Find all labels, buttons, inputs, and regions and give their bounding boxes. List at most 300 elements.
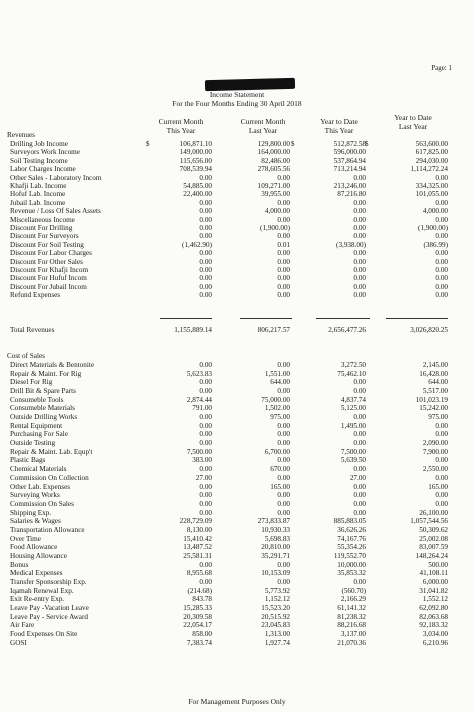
cost-row bbox=[0, 430, 474, 438]
row-label: Outside Testing bbox=[10, 439, 56, 448]
cell-v2: 0.00 bbox=[277, 439, 290, 448]
revenue-row bbox=[0, 232, 474, 240]
cell-v3: 0.00 bbox=[353, 282, 366, 291]
cell-v4: 0.00 bbox=[435, 215, 448, 224]
cell-v2: 23,045.83 bbox=[261, 621, 290, 630]
cell-v4: 500.00 bbox=[428, 560, 448, 569]
cell-v2: 0.00 bbox=[277, 491, 290, 500]
cell-v3: (3,938.00) bbox=[336, 240, 366, 249]
revenue-row bbox=[0, 190, 474, 198]
cost-row bbox=[0, 569, 474, 577]
cell-v1: 708,539.94 bbox=[179, 165, 212, 174]
cell-v1: 22,400.00 bbox=[183, 190, 212, 199]
cell-v1: 0.00 bbox=[199, 482, 212, 491]
row-label: Food Allowance bbox=[10, 543, 58, 552]
cell-v3: 0.00 bbox=[353, 266, 366, 274]
revenue-row bbox=[0, 207, 474, 215]
cell-v2: 0.00 bbox=[277, 257, 290, 266]
row-label: Khafji Lab. Income bbox=[10, 182, 67, 190]
row-label: Discount For Labor Charges bbox=[10, 249, 92, 258]
row-label: Commission On Collection bbox=[10, 473, 89, 482]
cell-v3: 74,167.76 bbox=[337, 534, 366, 543]
cell-v3: 0.00 bbox=[353, 232, 366, 241]
row-label: Discount For Other Sales bbox=[10, 257, 83, 266]
cell-v2: 109,271.00 bbox=[257, 182, 290, 190]
cell-v1: 383.00 bbox=[192, 456, 212, 465]
cell-v2: 82,486.00 bbox=[261, 156, 290, 165]
section-label: Revenues bbox=[7, 131, 35, 139]
cell-v1: 1,155,889.14 bbox=[174, 326, 212, 334]
cell-v4: 0.00 bbox=[435, 499, 448, 508]
cell-v2: 5,773.92 bbox=[264, 586, 290, 595]
cell-v4: 26,100.00 bbox=[419, 508, 448, 517]
revenue-row bbox=[0, 182, 474, 190]
cell-v2: 278,605.56 bbox=[257, 165, 290, 174]
cell-v2: 164,000.00 bbox=[257, 148, 290, 157]
cell-v1: 2,874.44 bbox=[186, 395, 212, 404]
cell-v4: 101,055.00 bbox=[415, 190, 448, 199]
cell-v3: 0.00 bbox=[353, 465, 366, 474]
cost-row bbox=[0, 378, 474, 386]
statement-title: Income Statement bbox=[209, 90, 265, 99]
cell-v2: 0.00 bbox=[277, 560, 290, 569]
cell-v1: 228,729.09 bbox=[179, 517, 212, 526]
cell-v1: 0.00 bbox=[199, 224, 212, 232]
cell-v2: 15,523.20 bbox=[261, 604, 290, 613]
cell-v2: 0.00 bbox=[277, 266, 290, 274]
row-label: Over Time bbox=[10, 534, 41, 543]
cell-v4: 0.00 bbox=[435, 282, 448, 291]
footer-note: For Management Purposes Only bbox=[188, 697, 286, 706]
row-label: Jubail Lab. Income bbox=[10, 198, 66, 207]
cell-v2: 1,313.00 bbox=[264, 630, 290, 639]
cell-v3: 7,500.00 bbox=[340, 447, 366, 456]
row-label: Consumeble Materials bbox=[10, 404, 75, 413]
cell-v2: 75,000.00 bbox=[261, 395, 290, 404]
cell-v2: 0.01 bbox=[277, 240, 290, 249]
cell-v3: 0.00 bbox=[353, 173, 366, 182]
cell-v4: 1,114,272.24 bbox=[410, 165, 448, 174]
total-rule bbox=[316, 318, 370, 319]
cell-v3: 87,216.80 bbox=[337, 190, 366, 199]
statement-period: For the Four Months Ending 30 April 2018 bbox=[172, 99, 302, 108]
revenue-row bbox=[0, 249, 474, 257]
cell-v2: (1,900.00) bbox=[260, 224, 290, 232]
row-label: Bonus bbox=[10, 560, 29, 569]
cell-v1: 149,000.00 bbox=[179, 148, 212, 157]
row-label: Miscellaneous Income bbox=[10, 215, 75, 224]
cell-v3: 0.00 bbox=[353, 387, 366, 396]
cell-v4: 6,000.00 bbox=[422, 578, 448, 586]
currency-symbol: $ bbox=[146, 140, 150, 148]
row-label: Rental Equipment bbox=[10, 421, 63, 430]
cell-v3: 0.00 bbox=[353, 482, 366, 491]
section-label: Cost of Sales bbox=[7, 352, 45, 360]
row-label: Repair & Maint. Lab. Equp't bbox=[10, 447, 93, 456]
row-label: Purchasing For Sale bbox=[10, 430, 68, 439]
row-label: Food Expenses On Site bbox=[10, 630, 78, 639]
cell-v4: 92,183.32 bbox=[419, 621, 448, 630]
cell-v2: 0.00 bbox=[277, 249, 290, 258]
cost-row bbox=[0, 526, 474, 534]
cell-v1: 15,285.33 bbox=[183, 604, 212, 613]
cell-v1: 0.00 bbox=[199, 499, 212, 508]
cell-v3: 61,141.32 bbox=[337, 604, 366, 613]
cell-v1: 115,656.00 bbox=[179, 156, 212, 165]
cell-v4: 101,023.19 bbox=[415, 395, 448, 404]
row-label: Soil Testing Income bbox=[10, 156, 68, 165]
cell-v2: 0.00 bbox=[277, 291, 290, 300]
row-label: Other Sales - Laboratory Incom bbox=[10, 173, 102, 182]
row-label: Commission On Sales bbox=[10, 499, 74, 508]
cell-v1: 25,581.31 bbox=[183, 551, 212, 560]
row-label: Leave Pay -Vacation Leave bbox=[10, 604, 89, 613]
col-current-month-this-year: Current Month This Year bbox=[158, 117, 204, 135]
revenue-row bbox=[0, 165, 474, 173]
cell-v2: 1,551.00 bbox=[264, 369, 290, 378]
cell-v1: 0.00 bbox=[199, 439, 212, 448]
cell-v1: 54,885.00 bbox=[183, 182, 212, 190]
cell-v2: 0.00 bbox=[277, 578, 290, 586]
page-number: Page: 1 bbox=[431, 64, 452, 72]
cell-v1: 0.00 bbox=[199, 491, 212, 500]
cell-v2: 39,955.00 bbox=[261, 190, 290, 199]
row-label: Surveying Works bbox=[10, 491, 60, 500]
cell-v1: 0.00 bbox=[199, 173, 212, 182]
row-label: Repair & Maint. For Rig bbox=[10, 369, 82, 378]
cell-v1: 7,500.00 bbox=[186, 447, 212, 456]
cell-v3: 2,656,477.26 bbox=[328, 326, 366, 334]
cell-v2: 20,515.92 bbox=[261, 612, 290, 621]
cell-v4: 165.00 bbox=[428, 482, 448, 491]
cell-v4: 148,264.24 bbox=[415, 551, 448, 560]
cell-v2: 129,800.00 bbox=[257, 140, 290, 148]
cell-v4: 0.00 bbox=[435, 249, 448, 258]
cell-v3: 0.00 bbox=[353, 499, 366, 508]
cell-v1: 20,309.58 bbox=[183, 612, 212, 621]
cell-v4: 617,825.00 bbox=[415, 148, 448, 157]
revenue-row bbox=[0, 241, 474, 249]
cell-v3: 36,626.26 bbox=[337, 525, 366, 534]
cell-v1: (1,462.90) bbox=[182, 240, 212, 249]
cell-v3: 5,125.00 bbox=[340, 404, 366, 413]
cost-row bbox=[0, 396, 474, 404]
cell-v2: 670.00 bbox=[270, 465, 290, 474]
cell-v3: 3,272.50 bbox=[340, 361, 366, 369]
cell-v4: (1,900.00) bbox=[418, 224, 448, 232]
revenue-row bbox=[0, 216, 474, 224]
cost-row bbox=[0, 500, 474, 508]
row-label: Refund Expenses bbox=[10, 291, 61, 300]
total-rule bbox=[240, 318, 292, 319]
row-label: Iqamah Renewal Exp. bbox=[10, 586, 74, 595]
cell-v3: 21,070.36 bbox=[337, 638, 366, 647]
row-label: Discount For Drilling bbox=[10, 224, 73, 232]
row-label: Discount For Hufuf Incom bbox=[10, 274, 87, 283]
cost-row bbox=[0, 561, 474, 569]
cell-v2: 0.00 bbox=[277, 232, 290, 241]
cost-row bbox=[0, 404, 474, 412]
cell-v1: 0.00 bbox=[199, 266, 212, 274]
cell-v4: 0.00 bbox=[435, 274, 448, 283]
cell-v3: 512,872.58 bbox=[333, 140, 366, 148]
cost-row bbox=[0, 483, 474, 491]
cell-v4: 1,057,544.56 bbox=[410, 517, 448, 526]
cell-v4: 3,026,820.25 bbox=[410, 326, 448, 334]
cost-row bbox=[0, 456, 474, 464]
cell-v3: 0.00 bbox=[353, 207, 366, 216]
cell-v1: 0.00 bbox=[199, 578, 212, 586]
cell-v3: 2,166.29 bbox=[340, 595, 366, 604]
cell-v1: 0.00 bbox=[199, 378, 212, 387]
row-label: Plastic Bags bbox=[10, 456, 46, 465]
col-ytd-last-year: Year to Date Last Year bbox=[394, 113, 432, 131]
total-revenues-row bbox=[0, 326, 474, 334]
col-current-month-last-year: Current Month Last Year bbox=[240, 117, 286, 135]
row-label: Exit Re-entry Exp. bbox=[10, 595, 65, 604]
cell-v3: 537,864.94 bbox=[333, 156, 366, 165]
cell-v4: 1,552.12 bbox=[422, 595, 448, 604]
row-label: Total Revenues bbox=[10, 326, 55, 334]
revenues-header bbox=[0, 131, 474, 139]
cell-v1: 0.00 bbox=[199, 465, 212, 474]
cell-v2: 0.00 bbox=[277, 430, 290, 439]
cell-v4: 15,242.00 bbox=[419, 404, 448, 413]
cell-v4: 50,309.62 bbox=[419, 525, 448, 534]
cell-v4: 0.00 bbox=[435, 198, 448, 207]
cell-v3: 81,238.32 bbox=[337, 612, 366, 621]
cost-row bbox=[0, 543, 474, 551]
cost-row bbox=[0, 535, 474, 543]
row-label: Transportation Allowance bbox=[10, 525, 85, 534]
cost-row bbox=[0, 639, 474, 647]
cell-v4: 3,034.00 bbox=[422, 630, 448, 639]
cell-v2: 35,291.71 bbox=[261, 551, 290, 560]
cell-v4: 0.00 bbox=[435, 173, 448, 182]
cell-v2: 6,700.00 bbox=[264, 447, 290, 456]
total-rule bbox=[160, 318, 212, 319]
cell-v3: 0.00 bbox=[353, 439, 366, 448]
cost-row bbox=[0, 630, 474, 638]
cell-v4: 0.00 bbox=[435, 430, 448, 439]
cell-v2: 0.00 bbox=[277, 499, 290, 508]
revenue-row bbox=[0, 224, 474, 232]
cost-row bbox=[0, 370, 474, 378]
revenue-row bbox=[0, 199, 474, 207]
row-label: Surveyors Work Income bbox=[10, 148, 80, 157]
cell-v1: 0.00 bbox=[199, 361, 212, 369]
cell-v2: 0.00 bbox=[277, 173, 290, 182]
cell-v4: 334,325.00 bbox=[415, 182, 448, 190]
row-label: Labor Charges Income bbox=[10, 165, 76, 174]
row-label: Discount For Surveyors bbox=[10, 232, 79, 241]
cell-v4: 5,517.00 bbox=[422, 387, 448, 396]
cell-v4: 0.00 bbox=[435, 473, 448, 482]
cell-v4: 0.00 bbox=[435, 421, 448, 430]
cell-v4: 41,108.11 bbox=[419, 569, 448, 578]
cell-v4: 31,041.82 bbox=[419, 586, 448, 595]
currency-symbol: $ bbox=[291, 140, 295, 148]
cell-v1: 0.00 bbox=[199, 413, 212, 422]
cell-v4: 4,000.00 bbox=[422, 207, 448, 216]
cell-v4: 294,030.00 bbox=[415, 156, 448, 165]
row-label: Diesel For Rig bbox=[10, 378, 53, 387]
cell-v1: 0.00 bbox=[199, 387, 212, 396]
cell-v4: 0.00 bbox=[435, 266, 448, 274]
row-label: Discount For Jubail Incom bbox=[10, 282, 87, 291]
cell-v3: 1,495.00 bbox=[340, 421, 366, 430]
row-label: Revenue / Loss Of Sales Assets bbox=[10, 207, 101, 216]
cost-row bbox=[0, 387, 474, 395]
cell-v3: 119,552.70 bbox=[333, 551, 366, 560]
cell-v2: 165.00 bbox=[270, 482, 290, 491]
cost-row bbox=[0, 491, 474, 499]
revenue-row bbox=[0, 283, 474, 291]
cell-v1: 15,410.42 bbox=[183, 534, 212, 543]
cost-row bbox=[0, 413, 474, 421]
row-label: Medical Expenses bbox=[10, 569, 63, 578]
row-label: Drilling Job Income bbox=[10, 140, 68, 148]
cell-v3: 0.00 bbox=[353, 508, 366, 517]
cell-v3: 55,354.26 bbox=[337, 543, 366, 552]
cost-row bbox=[0, 604, 474, 612]
cost-of-sales-header bbox=[0, 352, 474, 360]
revenue-row bbox=[0, 266, 474, 274]
row-label: Housing Allowance bbox=[10, 551, 67, 560]
cell-v2: 273,833.87 bbox=[257, 517, 290, 526]
cell-v1: 0.00 bbox=[199, 257, 212, 266]
cell-v3: 5,639.50 bbox=[340, 456, 366, 465]
cell-v2: 0.00 bbox=[277, 361, 290, 369]
cell-v3: 0.00 bbox=[353, 491, 366, 500]
cell-v3: 27.00 bbox=[349, 473, 366, 482]
cost-row bbox=[0, 621, 474, 629]
cell-v3: 0.00 bbox=[353, 215, 366, 224]
cell-v1: 106,871.10 bbox=[179, 140, 212, 148]
cell-v3: 0.00 bbox=[353, 430, 366, 439]
cell-v1: 0.00 bbox=[199, 232, 212, 241]
row-label: Transfer Sponsorship Exp. bbox=[10, 578, 87, 586]
cell-v3: 0.00 bbox=[353, 413, 366, 422]
cell-v1: 0.00 bbox=[199, 207, 212, 216]
cell-v4: 16,428.00 bbox=[419, 369, 448, 378]
cell-v1: 7,383.74 bbox=[186, 638, 212, 647]
cell-v4: 2,550.00 bbox=[422, 465, 448, 474]
revenue-row bbox=[0, 174, 474, 182]
cell-v3: (560.70) bbox=[341, 586, 366, 595]
cell-v3: 885,883.05 bbox=[333, 517, 366, 526]
currency-symbol: $ bbox=[365, 140, 369, 148]
cell-v2: 0.00 bbox=[277, 473, 290, 482]
cell-v3: 0.00 bbox=[353, 224, 366, 232]
row-label: Discount For Khafji Incom bbox=[10, 266, 89, 274]
cell-v2: 5,698.83 bbox=[264, 534, 290, 543]
cell-v1: 0.00 bbox=[199, 560, 212, 569]
cell-v2: 1,502.00 bbox=[264, 404, 290, 413]
cost-row bbox=[0, 439, 474, 447]
cell-v4: 25,002.08 bbox=[419, 534, 448, 543]
total-rule bbox=[386, 318, 448, 319]
cell-v3: 0.00 bbox=[353, 198, 366, 207]
revenue-row bbox=[0, 258, 474, 266]
row-label: GOSI bbox=[10, 638, 27, 647]
cell-v2: 0.00 bbox=[277, 387, 290, 396]
cell-v4: 82,063.68 bbox=[419, 612, 448, 621]
cell-v1: 0.00 bbox=[199, 430, 212, 439]
cell-v3: 88,216.68 bbox=[337, 621, 366, 630]
cell-v2: 0.00 bbox=[277, 421, 290, 430]
row-label: Leave Pay - Service Award bbox=[10, 612, 88, 621]
row-label: Outside Drilling Works bbox=[10, 413, 78, 422]
revenue-row bbox=[0, 274, 474, 282]
cell-v1: 0.00 bbox=[199, 215, 212, 224]
cell-v1: 0.00 bbox=[199, 198, 212, 207]
cell-v1: 5,623.83 bbox=[186, 369, 212, 378]
cell-v3: 0.00 bbox=[353, 274, 366, 283]
cell-v1: (214.68) bbox=[187, 586, 212, 595]
cell-v1: 22,054.17 bbox=[183, 621, 212, 630]
row-label: Chemical Materials bbox=[10, 465, 67, 474]
cell-v3: 213,246.00 bbox=[333, 182, 366, 190]
cell-v4: 0.00 bbox=[435, 491, 448, 500]
cell-v2: 10,930.33 bbox=[261, 525, 290, 534]
cell-v2: 4,000.00 bbox=[264, 207, 290, 216]
cell-v1: 0.00 bbox=[199, 282, 212, 291]
cell-v4: 563,600.00 bbox=[415, 140, 448, 148]
cell-v2: 20,810.00 bbox=[261, 543, 290, 552]
cell-v3: 3,137.00 bbox=[340, 630, 366, 639]
cell-v3: 10,000.00 bbox=[337, 560, 366, 569]
cell-v3: 75,462.10 bbox=[337, 369, 366, 378]
cell-v4: 0.00 bbox=[435, 456, 448, 465]
cell-v3: 35,853.32 bbox=[337, 569, 366, 578]
row-label: Other Lab. Expenses bbox=[10, 482, 71, 491]
cell-v1: 0.00 bbox=[199, 291, 212, 300]
cell-v3: 0.00 bbox=[353, 257, 366, 266]
cost-row bbox=[0, 578, 474, 586]
row-label: Salaries & Wages bbox=[10, 517, 61, 526]
cell-v4: 6,210.96 bbox=[422, 638, 448, 647]
cell-v4: 2,145.00 bbox=[422, 361, 448, 369]
cell-v4: 7,900.00 bbox=[422, 447, 448, 456]
cost-row bbox=[0, 465, 474, 473]
row-label: Hofuf Lab. Income bbox=[10, 190, 66, 199]
col-ytd-this-year: Year to Date This Year bbox=[320, 117, 358, 135]
cell-v3: 596,000.00 bbox=[333, 148, 366, 157]
cell-v3: 0.00 bbox=[353, 378, 366, 387]
cell-v4: (386.99) bbox=[423, 240, 448, 249]
row-label: Discount For Soil Testing bbox=[10, 240, 84, 249]
cell-v1: 0.00 bbox=[199, 249, 212, 258]
cell-v2: 0.00 bbox=[277, 215, 290, 224]
cell-v1: 791.00 bbox=[192, 404, 212, 413]
cell-v2: 0.00 bbox=[277, 282, 290, 291]
cost-row bbox=[0, 422, 474, 430]
cost-row bbox=[0, 509, 474, 517]
cell-v2: 1,152.12 bbox=[264, 595, 290, 604]
cost-row bbox=[0, 587, 474, 595]
cell-v4: 2,090.00 bbox=[422, 439, 448, 448]
cell-v4: 62,092.80 bbox=[419, 604, 448, 613]
cost-row bbox=[0, 595, 474, 603]
cell-v1: 8,955.68 bbox=[186, 569, 212, 578]
cell-v2: 10,153.09 bbox=[261, 569, 290, 578]
cell-v3: 713,214.94 bbox=[333, 165, 366, 174]
cell-v4: 644.00 bbox=[428, 378, 448, 387]
revenue-row bbox=[0, 291, 474, 299]
cell-v4: 0.00 bbox=[435, 291, 448, 300]
row-label: Drill Bit & Spare Parts bbox=[10, 387, 76, 396]
